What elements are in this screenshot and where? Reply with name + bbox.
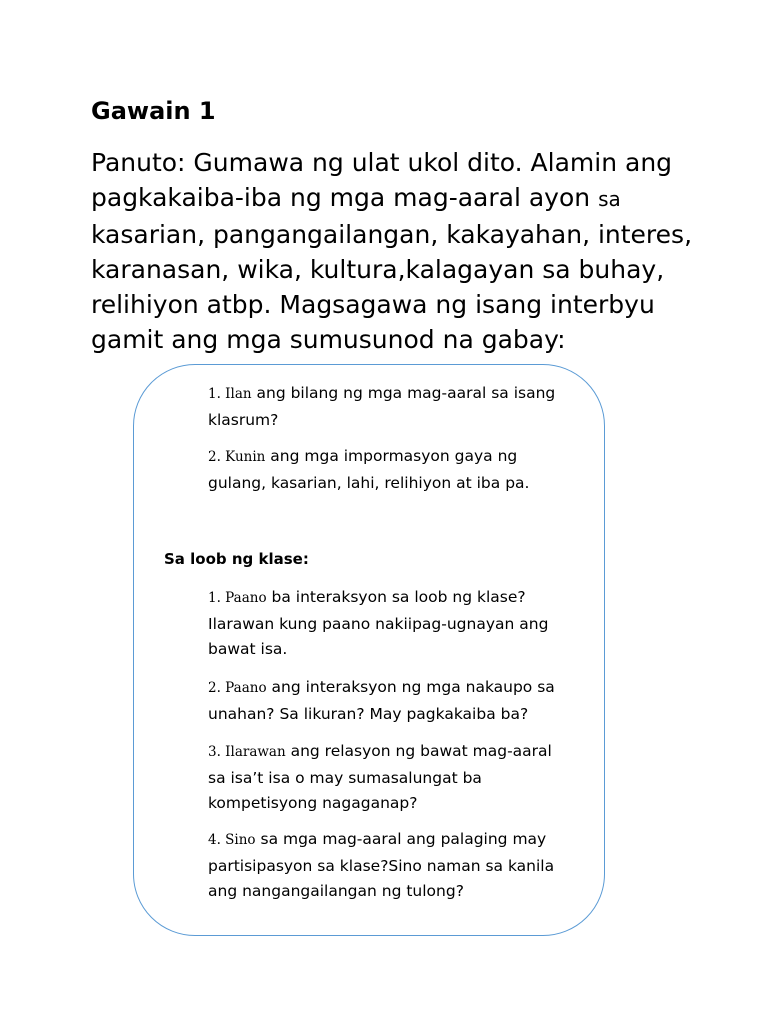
instructions-line: kasarian, pangangailangan, kakayahan, interes, bbox=[91, 220, 693, 249]
question-lead: 1. Paano bbox=[208, 590, 267, 606]
question-lead: 2. Kunin bbox=[208, 449, 266, 465]
question-text: ang mga impormasyon gaya ng bbox=[265, 447, 518, 465]
question-text: sa mga mag-aaral ang palaging may bbox=[255, 830, 547, 848]
instructions-line: karanasan, wika, kultura,kalagayan sa buhay, bbox=[91, 255, 665, 284]
class-question bbox=[208, 675, 555, 727]
question-text: ang interaksyon ng mga nakaupo sa bbox=[266, 678, 555, 696]
question-line: sa isa’t isa o may sumasalungat ba bbox=[208, 768, 482, 787]
question-line: ang nangangailangan ng tulong? bbox=[208, 882, 464, 900]
question-line: kompetisyong nagaganap? bbox=[208, 794, 418, 812]
instructions-line-small-word: sa bbox=[598, 187, 621, 211]
instructions-line: relihiyon atbp. Magsagawa ng isang interbyu bbox=[91, 290, 655, 319]
class-question bbox=[208, 585, 548, 663]
guide-question bbox=[208, 381, 555, 433]
question-text: ang bilang ng mga mag-aaral sa isang bbox=[251, 384, 556, 402]
question-line: Ilarawan kung paano nakiipag-ugnayan ang bbox=[208, 614, 549, 633]
class-question bbox=[208, 739, 552, 817]
instructions-line bbox=[91, 180, 691, 217]
class-question bbox=[208, 827, 554, 905]
question-text: ba interaksyon sa loob ng klase? bbox=[266, 588, 526, 606]
question-line bbox=[208, 827, 554, 854]
question-line bbox=[208, 675, 555, 702]
question-line bbox=[208, 585, 548, 612]
question-lead: 3. Ilarawan bbox=[208, 744, 286, 760]
question-lead: 1. Ilan bbox=[208, 386, 252, 402]
instructions-line-text: pagkakaiba-iba ng mga mag-aaral ayon bbox=[91, 183, 599, 212]
question-line: partisipasyon sa klase?Sino naman sa kanila bbox=[208, 856, 555, 875]
question-line bbox=[208, 739, 552, 766]
activity-title: Gawain 1 bbox=[91, 97, 216, 125]
instructions-line: gamit ang mga sumusunod na gabay: bbox=[91, 325, 566, 354]
question-line: bawat isa. bbox=[208, 640, 288, 658]
question-text: ang relasyon ng bawat mag-aaral bbox=[285, 742, 552, 760]
question-line: unahan? Sa likuran? May pagkakaiba ba? bbox=[208, 704, 529, 723]
section-heading: Sa loob ng klase: bbox=[164, 550, 309, 568]
question-line bbox=[208, 381, 555, 408]
question-lead: 2. Paano bbox=[208, 680, 267, 696]
question-line bbox=[208, 444, 529, 471]
question-lead: 4. Sino bbox=[208, 832, 256, 848]
guide-question bbox=[208, 444, 529, 496]
question-line: gulang, kasarian, lahi, relihiyon at iba pa. bbox=[208, 473, 530, 492]
instructions-line: Panuto: Gumawa ng ulat ukol dito. Alamin ang bbox=[91, 148, 673, 177]
question-line: klasrum? bbox=[208, 410, 279, 429]
instructions-paragraph bbox=[91, 145, 691, 357]
